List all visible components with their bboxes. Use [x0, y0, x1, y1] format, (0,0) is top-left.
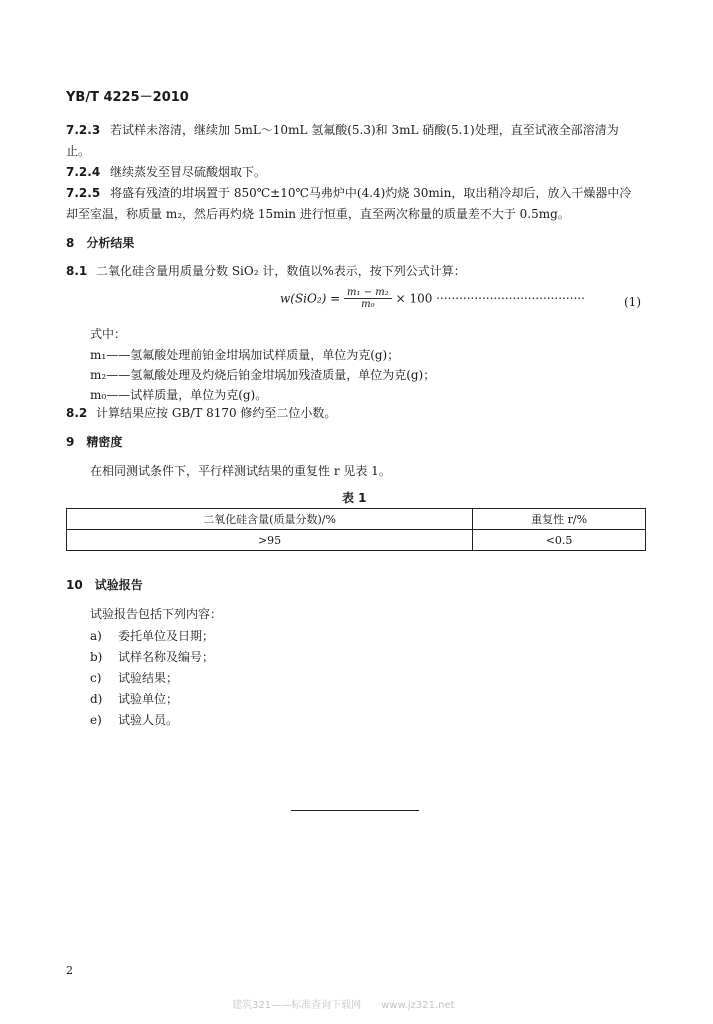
table-1: [66, 508, 646, 551]
section-8-title: 8 分析结果: [66, 236, 135, 250]
end-rule: [291, 810, 419, 811]
list-item: [90, 669, 178, 686]
formula-numerator: m₁ − m₂: [344, 287, 392, 299]
section-10-intro: 试验报告包括下列内容：: [90, 607, 223, 621]
clause-7-2-3-cont: 止。: [66, 144, 91, 158]
clause-7-2-5-cont: 却至室温，称质量 m₂，然后再灼烧 15min 进行恒重，直至两次称量的质量差不大于 0.5mg。: [66, 207, 570, 221]
list-item-text: 试验结果；: [118, 671, 179, 685]
list-item-text: 试样名称及编号；: [118, 650, 215, 664]
table-cell: <0.5: [473, 530, 646, 551]
formula-tail: × 100 ·······································: [395, 291, 585, 306]
clause-number: 8.2: [66, 406, 88, 420]
formula-fraction: [344, 287, 392, 310]
clause-7-2-4: [66, 163, 266, 180]
clause-text: 二氧化硅含量用质量分数 SiO₂ 计，数值以%表示，按下列公式计算：: [96, 264, 466, 278]
clause-text: 若试样未溶清，继续加 5mL～10mL 氢氟酸(5.3)和 3mL 硝酸(5.1)处理，直至试液全部溶清为: [110, 123, 619, 137]
clause-text: 计算结果应按 GB/T 8170 修约至二位小数。: [96, 406, 337, 420]
table-row: [67, 530, 646, 551]
clause-7-2-3: [66, 121, 619, 138]
section-9-title: 9 精密度: [66, 435, 123, 449]
document-id: YB/T 4225－2010: [66, 90, 189, 105]
clause-text: 将盛有残渣的坩埚置于 850℃±10℃马弗炉中(4.4)灼烧 30min，取出稍冷却后，放入干燥器中冷: [110, 186, 632, 200]
table-header-cell: 重复性 r/%: [473, 509, 646, 530]
definition-m2: m₂——氢氟酸处理及灼烧后铂金坩埚加残渣质量，单位为克(g)；: [90, 368, 436, 382]
list-item-tag: e): [90, 713, 102, 727]
table-header-row: [67, 509, 646, 530]
list-item: [90, 627, 214, 644]
list-item-tag: b): [90, 650, 103, 664]
list-item-text: 试验人员。: [118, 713, 179, 727]
list-item-tag: c): [90, 671, 102, 685]
clause-number: 7.2.4: [66, 165, 101, 179]
list-item: [90, 711, 178, 728]
definition-m0: m₀——试样质量，单位为克(g)。: [90, 388, 268, 402]
list-item: [90, 648, 214, 665]
list-item-text: 试验单位；: [118, 692, 179, 706]
list-item-tag: a): [90, 629, 102, 643]
list-item: [90, 690, 178, 707]
clause-number: 8.1: [66, 264, 88, 278]
section-9-text: 在相同测试条件下，平行样测试结果的重复性 r 见表 1。: [90, 464, 391, 478]
page-number: 2: [66, 964, 73, 977]
table-cell: >95: [67, 530, 473, 551]
table-header-cell: 二氧化硅含量(质量分数)/%: [67, 509, 473, 530]
clause-8-1: [66, 262, 466, 279]
formula-lhs: w(SiO₂) =: [280, 291, 341, 306]
formula-1: [280, 287, 585, 310]
clause-number: 7.2.5: [66, 186, 101, 200]
list-item-text: 委托单位及日期；: [118, 629, 215, 643]
definition-m1: m₁——氢氟酸处理前铂金坩埚加试样质量，单位为克(g)；: [90, 348, 400, 362]
clause-8-2: [66, 404, 336, 421]
clause-7-2-5: [66, 184, 631, 201]
watermark: 建筑321——标准查询下载网 www.jz321.net: [232, 1000, 455, 1011]
clause-number: 7.2.3: [66, 123, 101, 137]
table-caption: 表 1: [342, 491, 367, 505]
list-item-tag: d): [90, 692, 103, 706]
clause-text: 继续蒸发至冒尽硫酸烟取下。: [110, 165, 267, 179]
formula-denominator: m₀: [361, 299, 375, 310]
where-label: 式中：: [90, 327, 127, 341]
section-10-title: 10 试验报告: [66, 578, 143, 592]
formula-number: (1): [624, 295, 641, 309]
